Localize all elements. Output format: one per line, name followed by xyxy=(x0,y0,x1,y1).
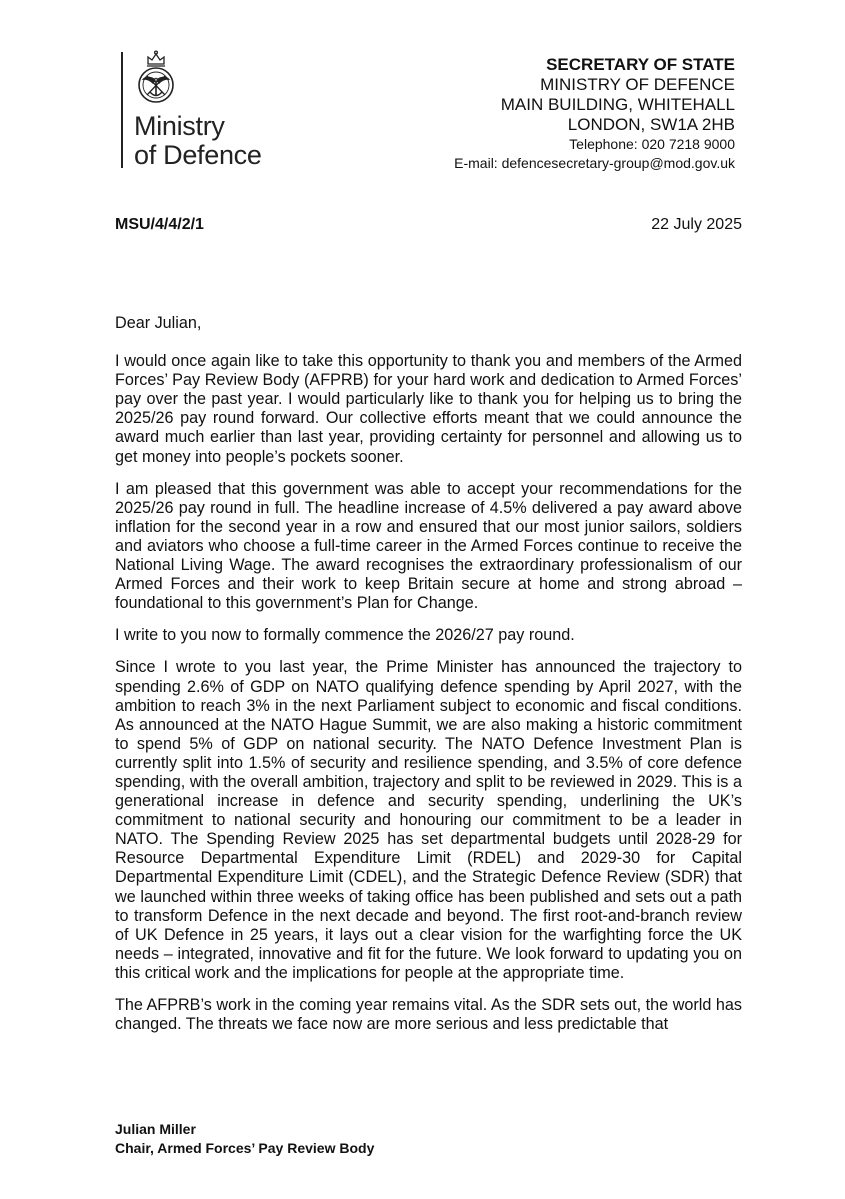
salutation: Dear Julian, xyxy=(115,314,202,332)
reference-number: MSU/4/4/2/1 xyxy=(115,216,204,233)
address-city: LONDON, SW1A 2HB xyxy=(567,115,735,134)
mod-logo xyxy=(121,48,281,170)
paragraph-2: I am pleased that this government was able to accept your recommendations for the 2025/26 pay round in full. The headline increase of 4.5% delivered a pay award above inflation for the second year in a row and ensured that our most junior sailors, soldiers and aviators who choose a full-time career in the Armed Forces continue to receive the National Living Wage. The award recognises the extraordinary professionalism of our Armed Forces and their work to keep Britain secure at home and strong abroad – foundational to this government’s Plan for Change. xyxy=(115,479,742,613)
addressee-role: Chair, Armed Forces’ Pay Review Body xyxy=(115,1140,375,1156)
paragraph-3: I write to you now to formally commence the 2026/27 pay round. xyxy=(115,626,575,645)
addressee-name: Julian Miller xyxy=(115,1121,196,1137)
logo-line-1: Ministry xyxy=(134,111,225,141)
letter-date: 22 July 2025 xyxy=(651,216,742,233)
paragraph-5: The AFPRB’s work in the coming year remains vital. As the SDR sets out, the world has changed. The threats we face now are more serious and less predictable that xyxy=(115,996,742,1034)
paragraph-4: Since I wrote to you last year, the Prime Minister has announced the trajectory to spending 2.6% of GDP on NATO qualifying defence spending by April 2027, with the ambition to reach 3% in the next Parliament subject to economic and fiscal conditions. As announced at the NATO Hague Summit, we are also making a historic commitment to spend 5% of GDP on national security. The NATO Defence Investment Plan is currently split into 1.5% of security and resilience spending, and 3.5% of core defence spending, with the overall ambition, trajectory and split to be reviewed in 2029. This is a generational increase in defence and security spending, underlining the UK’s commitment to national security and honouring our commitment to be a leader in NATO. The Spending Review 2025 has set departmental budgets until 2028-29 for Resource Departmental Expenditure Limit (RDEL) and 2029-30 for Capital Departmental Expenditure Limit (CDEL), and the Strategic Defence Review (SDR) that we launched within three weeks of taking office has been published and sets out a path to transform Defence in the next decade and beyond. The first root-and-branch review of UK Defence in 25 years, it lays out a clear vision for the warfighting force the UK needs – integrated, innovative and fit for the future. We look forward to updating you on this critical work and the implications for people at the appropriate time. xyxy=(115,658,742,982)
address-title: SECRETARY OF STATE xyxy=(546,55,735,74)
address-org: MINISTRY OF DEFENCE xyxy=(540,75,735,94)
letter-body xyxy=(115,314,742,1047)
addressee-block xyxy=(115,1120,374,1158)
paragraph-1: I would once again like to take this opportunity to thank you and members of the Armed Forces’ Pay Review Body (AFPRB) for your hard work and dedication to Armed Forces’ pay over the past year. I would particularly like to thank you for helping us to bring the 2025/26 pay round forward. Our collective efforts meant that we could announce the award much earlier than last year, providing certainty for personnel and allowing us to get money into people’s pockets sooner. xyxy=(115,352,742,466)
address-building: MAIN BUILDING, WHITEHALL xyxy=(500,95,735,114)
logo-line-2: of Defence xyxy=(134,140,262,170)
logo-divider xyxy=(121,52,123,168)
royal-crest-icon xyxy=(133,50,179,108)
address-email: E-mail: defencesecretary-group@mod.gov.uk xyxy=(454,155,735,171)
sender-address xyxy=(454,55,735,173)
address-telephone: Telephone: 020 7218 9000 xyxy=(569,136,735,152)
logo-wordmark xyxy=(134,112,262,170)
